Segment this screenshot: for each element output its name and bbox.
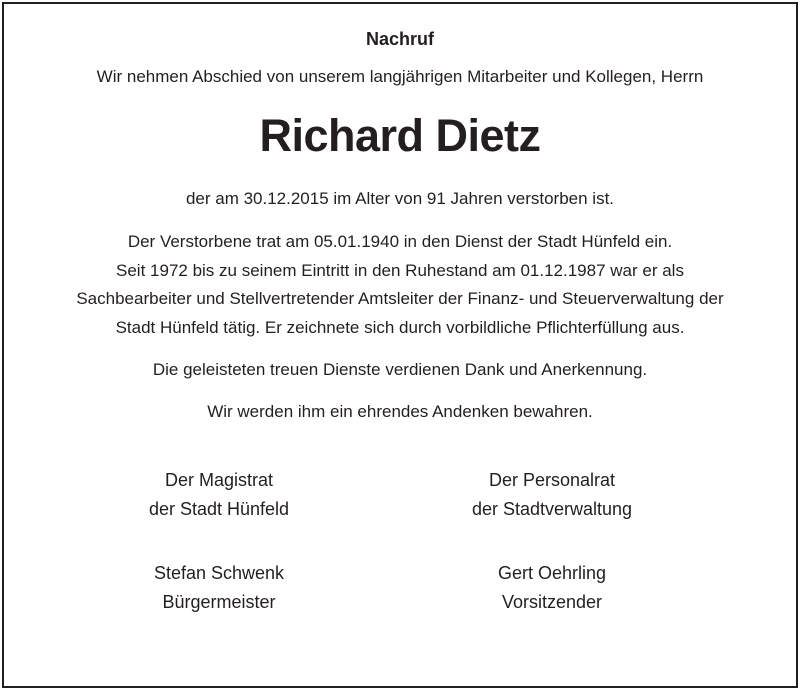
body-line-2: Seit 1972 bis zu seinem Eintritt in den Ruhestand am 01.12.1987 war er als (116, 261, 684, 280)
signatory-left-person: Stefan Schwenk (153, 563, 285, 583)
signatory-right-role: Vorsitzender (501, 592, 603, 612)
thanks-text: Die geleisteten treuen Dienste verdienen Dank und Anerkennung. (152, 360, 648, 379)
deceased-name: Richard Dietz (259, 110, 541, 161)
body-line-4: Stadt Hünfeld tätig. Er zeichnete sich durch vorbildliche Pflichterfüllung aus. (115, 318, 685, 337)
obituary-border (2, 2, 798, 688)
death-date-text: der am 30.12.2015 im Alter von 91 Jahren verstorben ist. (185, 189, 615, 208)
signatory-right-org-sub: der Stadtverwaltung (471, 499, 633, 519)
signatory-right-org: Der Personalrat (488, 470, 616, 490)
body-line-3: Sachbearbeiter und Stellvertretender Amtsleiter der Finanz- und Steuerverwaltung der (76, 289, 724, 308)
signatory-left-org: Der Magistrat (164, 470, 274, 490)
intro-text: Wir nehmen Abschied von unserem langjährigen Mitarbeiter und Kollegen, Herrn (96, 67, 704, 86)
memory-text: Wir werden ihm ein ehrendes Andenken bewahren. (207, 402, 593, 421)
obituary-heading: Nachruf (365, 29, 434, 49)
signatory-left-role: Bürgermeister (162, 592, 276, 612)
body-line-1: Der Verstorbene trat am 05.01.1940 in den Dienst der Stadt Hünfeld ein. (127, 232, 673, 251)
signatory-right-person: Gert Oehrling (497, 563, 607, 583)
signatory-left-org-sub: der Stadt Hünfeld (148, 499, 290, 519)
